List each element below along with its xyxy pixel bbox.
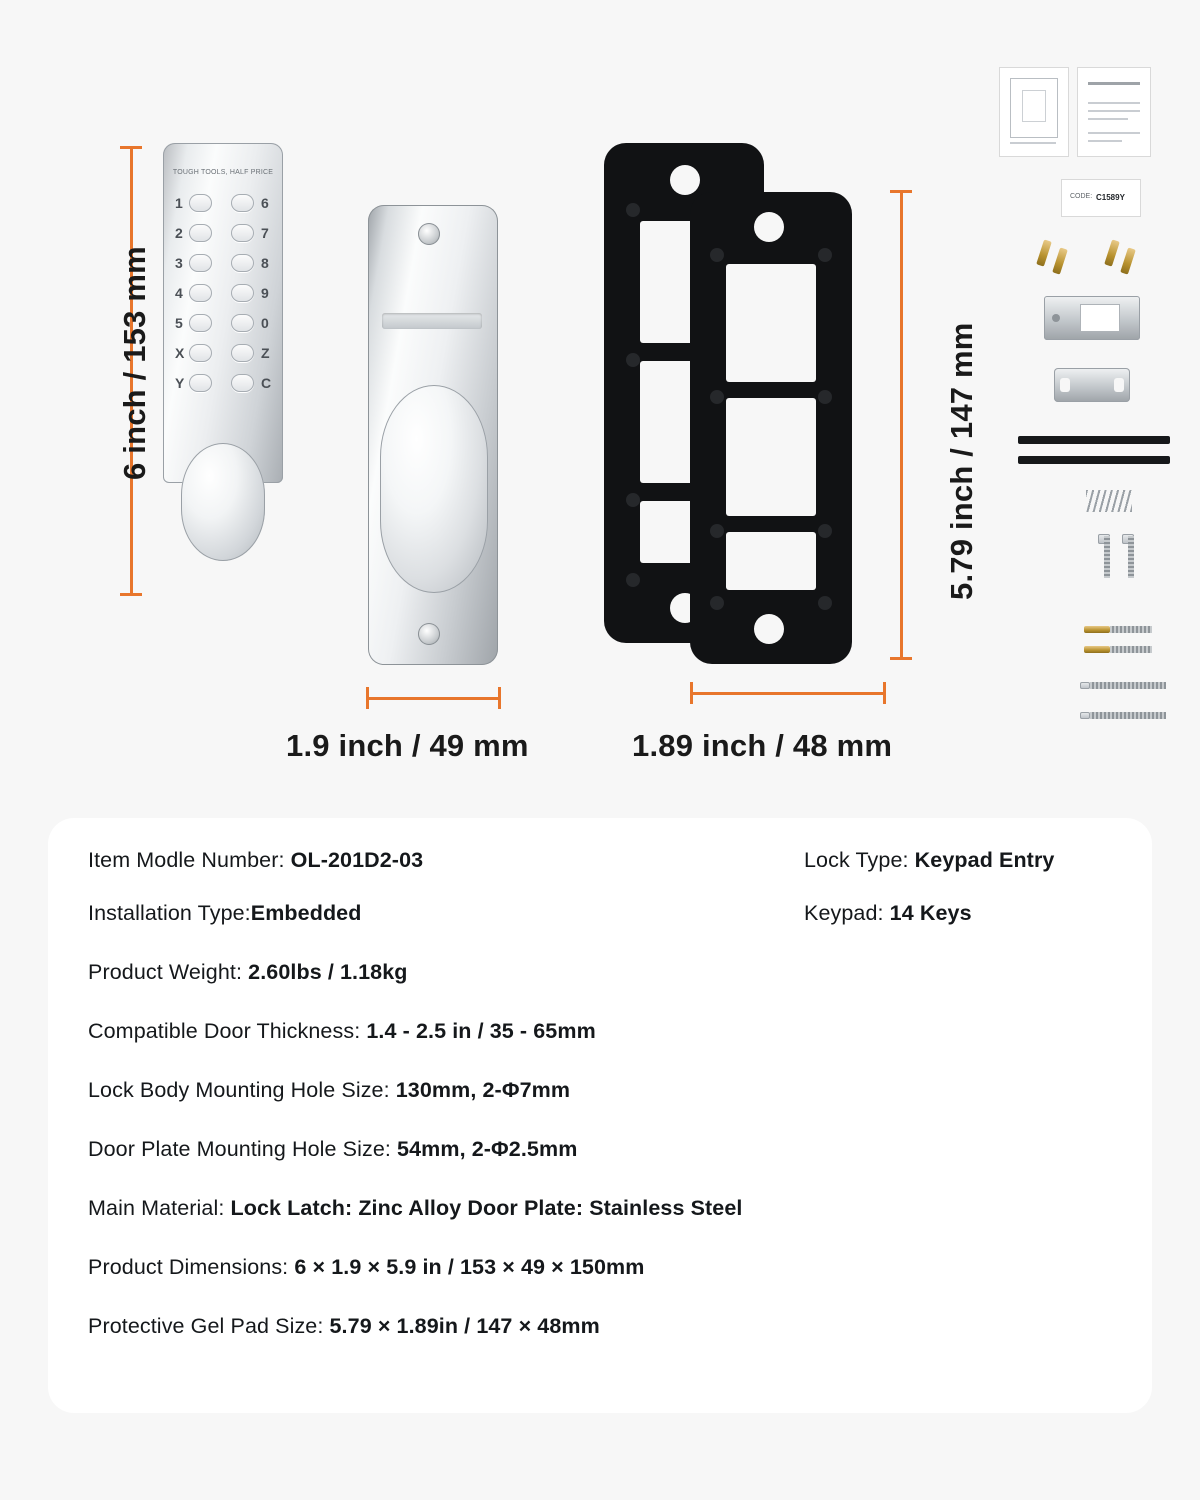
keypad-key-label: 8 [261,255,269,271]
keypad-key-button[interactable] [231,344,254,362]
spec-row-model-number [88,848,423,873]
dimension-cap-left-lock-width [366,687,369,709]
code-card-label: CODE: [1070,193,1093,200]
brass-screw [1104,239,1120,266]
gel-pad-hole [754,212,784,242]
spec-row-lock-type [804,848,1054,873]
spec-value: 130mm, 2-Φ7mm [395,1078,571,1102]
keypad-key-button[interactable] [231,374,254,392]
spec-value: 14 Keys [889,901,972,925]
spec-row-door-plate-hole-size [88,1137,577,1162]
keypad-key-button[interactable] [231,314,254,332]
dimension-line-lock-width [366,697,500,700]
spec-value: Lock Latch: Zinc Alloy Door Plate: Stainless Steel [230,1196,743,1220]
keypad-key-button[interactable] [231,254,254,272]
gel-pad-dot [818,524,832,538]
gel-pad-hole [670,165,700,195]
keypad-key-label: X [175,345,185,361]
code-card [1062,180,1140,216]
strike-plate [1044,296,1140,340]
keypad-row [171,341,275,369]
keypad-row [171,281,275,309]
spec-value: 2.60lbs / 1.18kg [248,960,408,984]
dimension-cap-bottom-gelpad-height [890,657,912,660]
keypad-key-button[interactable] [189,194,212,212]
brass-screw [1120,247,1136,274]
keypad-brand-text: TOUGH TOOLS, HALF PRICE [172,169,274,176]
spec-label: Product Dimensions: [88,1255,295,1279]
gel-pad-dot [626,573,640,587]
keypad-key-label: 3 [175,255,183,271]
spec-value: 54mm, 2-Φ2.5mm [397,1137,578,1161]
spec-row-product-dimensions [88,1255,644,1280]
gel-pad-dot [710,596,724,610]
spec-value: Keypad Entry [914,848,1055,872]
keypad-lock-front-view [163,143,283,591]
keypad-key-button[interactable] [189,284,212,302]
spec-value: 1.4 - 2.5 in / 35 - 65mm [366,1019,596,1043]
lock-knob [181,443,265,561]
dimension-cap-right-gelpad-width [883,682,886,704]
keypad-key-label: 5 [175,315,183,331]
keypad-key-button[interactable] [189,344,212,362]
keypad-key-button[interactable] [189,224,212,242]
spec-row-main-material [88,1196,742,1221]
spec-label: Main Material: [88,1196,231,1220]
keypad-key-label: 9 [261,285,269,301]
keypad-row [171,251,275,279]
keypad-key-label: Z [261,345,270,361]
spec-label: Protective Gel Pad Size: [88,1314,330,1338]
keypad-row [171,221,275,249]
gel-pad-cutout [726,264,816,382]
spring [1086,490,1132,512]
spec-value: 5.79 × 1.89in / 147 × 48mm [329,1314,600,1338]
spec-row-gel-pad-size [88,1314,600,1339]
spec-row-door-thickness [88,1019,596,1044]
gel-pad-dot [710,524,724,538]
spec-row-keypad [804,901,972,926]
keypad-row [171,191,275,219]
keypad-key-label: 2 [175,225,183,241]
gel-pad-dot [626,203,640,217]
screw-hole-top-icon [418,223,440,245]
spec-value: Embedded [250,901,362,925]
dimension-label-lock-height: 6 inch / 153 mm [117,246,152,480]
spec-value: OL-201D2-03 [290,848,424,872]
spec-label: Lock Type: [804,848,915,872]
strike-box [1054,368,1130,402]
square-spindle-rod [1018,456,1170,464]
gel-pad-dot [710,390,724,404]
keypad-key-button[interactable] [231,194,254,212]
lock-side-view [362,205,504,665]
lock-slot [382,313,482,329]
brass-screw [1036,239,1052,266]
gel-pad-dot [626,353,640,367]
keypad-key-button[interactable] [189,374,212,392]
dimension-cap-left-gelpad-width [690,682,693,704]
dimension-label-gelpad-height: 5.79 inch / 147 mm [944,322,979,600]
dimension-label-gelpad-width: 1.89 inch / 48 mm [632,728,893,763]
keypad-key-label: 0 [261,315,269,331]
spec-label: Installation Type: [88,901,251,925]
user-manual-document [1078,68,1150,156]
spec-label: Keypad: [804,901,890,925]
code-card-value: C1589Y [1096,193,1125,202]
dimension-cap-top-lock-height [120,146,142,149]
spec-row-lock-body-hole-size [88,1078,570,1103]
specification-card [48,818,1152,1413]
keypad-key-button[interactable] [189,254,212,272]
keypad-key-label: Y [175,375,185,391]
spec-row-installation-type [88,901,361,926]
keypad-key-label: 7 [261,225,269,241]
dimension-cap-right-lock-width [498,687,501,709]
keypad-key-label: 1 [175,195,183,211]
keypad-key-button[interactable] [189,314,212,332]
gel-pad-dot [626,493,640,507]
spec-row-product-weight [88,960,408,985]
screw-hole-bottom-icon [418,623,440,645]
lock-side-knob [380,385,488,593]
gel-pad-dot [818,596,832,610]
keypad-lock-body [163,143,283,483]
keypad-key-button[interactable] [231,224,254,242]
keypad-row [171,371,275,399]
keypad-row [171,311,275,339]
spec-label: Product Weight: [88,960,249,984]
gel-pad-cutout [726,398,816,516]
dimension-label-lock-width: 1.9 inch / 49 mm [286,728,529,763]
gel-pad-hole [754,614,784,644]
spec-value: 6 × 1.9 × 5.9 in / 153 × 49 × 150mm [294,1255,645,1279]
dimension-line-gelpad-height [900,190,903,660]
gel-pad-dot [818,248,832,262]
keypad-key-label: 4 [175,285,183,301]
dimension-cap-bottom-lock-height [120,593,142,596]
brass-screw [1052,247,1068,274]
gel-pad-dot [710,248,724,262]
gel-pad-dot [818,390,832,404]
keypad-key-button[interactable] [231,284,254,302]
keypad-key-label: 6 [261,195,269,211]
gel-pad-front [690,192,852,664]
dimension-line-gelpad-width [690,692,886,695]
spec-label: Compatible Door Thickness: [88,1019,367,1043]
drilling-template-document [1000,68,1068,156]
spec-label: Item Modle Number: [88,848,291,872]
spec-label: Door Plate Mounting Hole Size: [88,1137,398,1161]
square-spindle-rod [1018,436,1170,444]
keypad-key-label: C [261,375,272,391]
spec-label: Lock Body Mounting Hole Size: [88,1078,396,1102]
gel-pad-cutout [726,532,816,590]
dimension-cap-top-gelpad-height [890,190,912,193]
